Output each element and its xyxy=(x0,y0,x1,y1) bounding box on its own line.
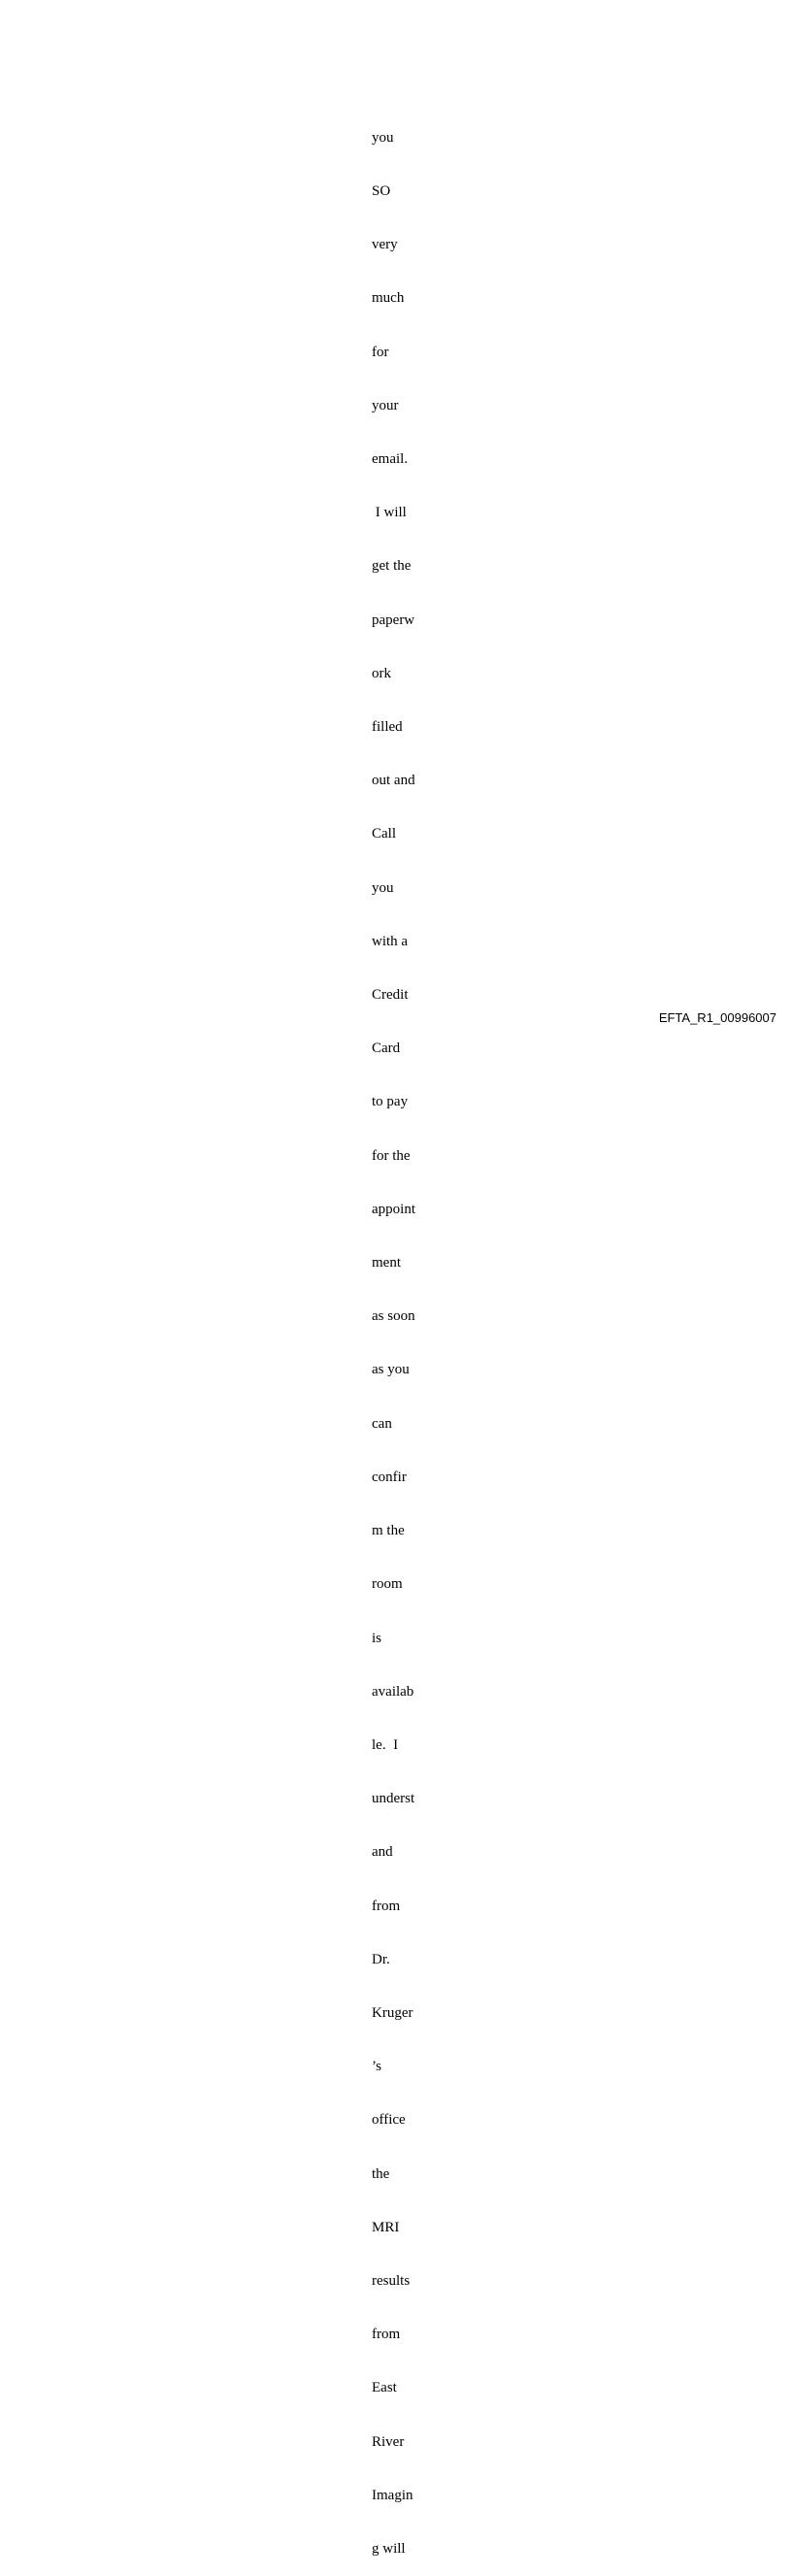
text-line: room xyxy=(372,1576,403,1593)
text-line: get the xyxy=(372,558,412,575)
text-line: le. I xyxy=(372,1736,399,1753)
text-line: ork xyxy=(372,665,391,681)
text-line: out and xyxy=(372,773,415,789)
text-line: Card xyxy=(372,1040,401,1057)
text-line: very xyxy=(372,237,398,253)
text-line: from xyxy=(372,1898,401,1914)
email-body-text-column xyxy=(372,93,430,2576)
text-line: can xyxy=(372,1415,392,1432)
text-line: ment xyxy=(372,1255,401,1271)
text-line: Call xyxy=(372,826,396,842)
text-line: I will xyxy=(372,505,407,521)
document-id-footer: EFTA_R1_00996007 xyxy=(658,1010,776,1025)
text-line: the xyxy=(372,2165,390,2182)
text-line: office xyxy=(372,2112,406,2129)
text-line: for the xyxy=(372,1147,411,1164)
text-line: SO xyxy=(372,183,391,200)
text-line: Imagin xyxy=(372,2487,413,2503)
text-line: from xyxy=(372,2327,401,2343)
text-line: email. xyxy=(372,451,409,468)
text-line: Credit xyxy=(372,987,409,1004)
text-line: as you xyxy=(372,1362,410,1378)
text-line: you xyxy=(372,129,394,146)
text-line: much xyxy=(372,290,405,307)
text-line: g will xyxy=(372,2540,406,2557)
text-line: appoint xyxy=(372,1201,415,1217)
text-line: underst xyxy=(372,1791,415,1807)
text-line: with a xyxy=(372,933,409,949)
text-line: you xyxy=(372,879,394,896)
text-line: Kruger xyxy=(372,2004,413,2021)
text-line: is xyxy=(372,1630,382,1646)
text-line: and xyxy=(372,1844,393,1861)
text-line: River xyxy=(372,2433,405,2450)
text-line: for xyxy=(372,344,389,360)
text-line: confir xyxy=(372,1469,407,1485)
text-line: as soon xyxy=(372,1308,415,1325)
text-line: m the xyxy=(372,1523,405,1539)
text-line: your xyxy=(372,397,399,413)
text-line: to pay xyxy=(372,1094,409,1110)
text-line: MRI xyxy=(372,2219,400,2235)
text-line: results xyxy=(372,2272,411,2289)
text-line: ’s xyxy=(372,2059,382,2075)
text-line: availab xyxy=(372,1683,414,1700)
text-line: filled xyxy=(372,719,403,736)
text-line: paperw xyxy=(372,611,415,628)
text-line: Dr. xyxy=(372,1951,390,1967)
text-line: East xyxy=(372,2380,397,2396)
